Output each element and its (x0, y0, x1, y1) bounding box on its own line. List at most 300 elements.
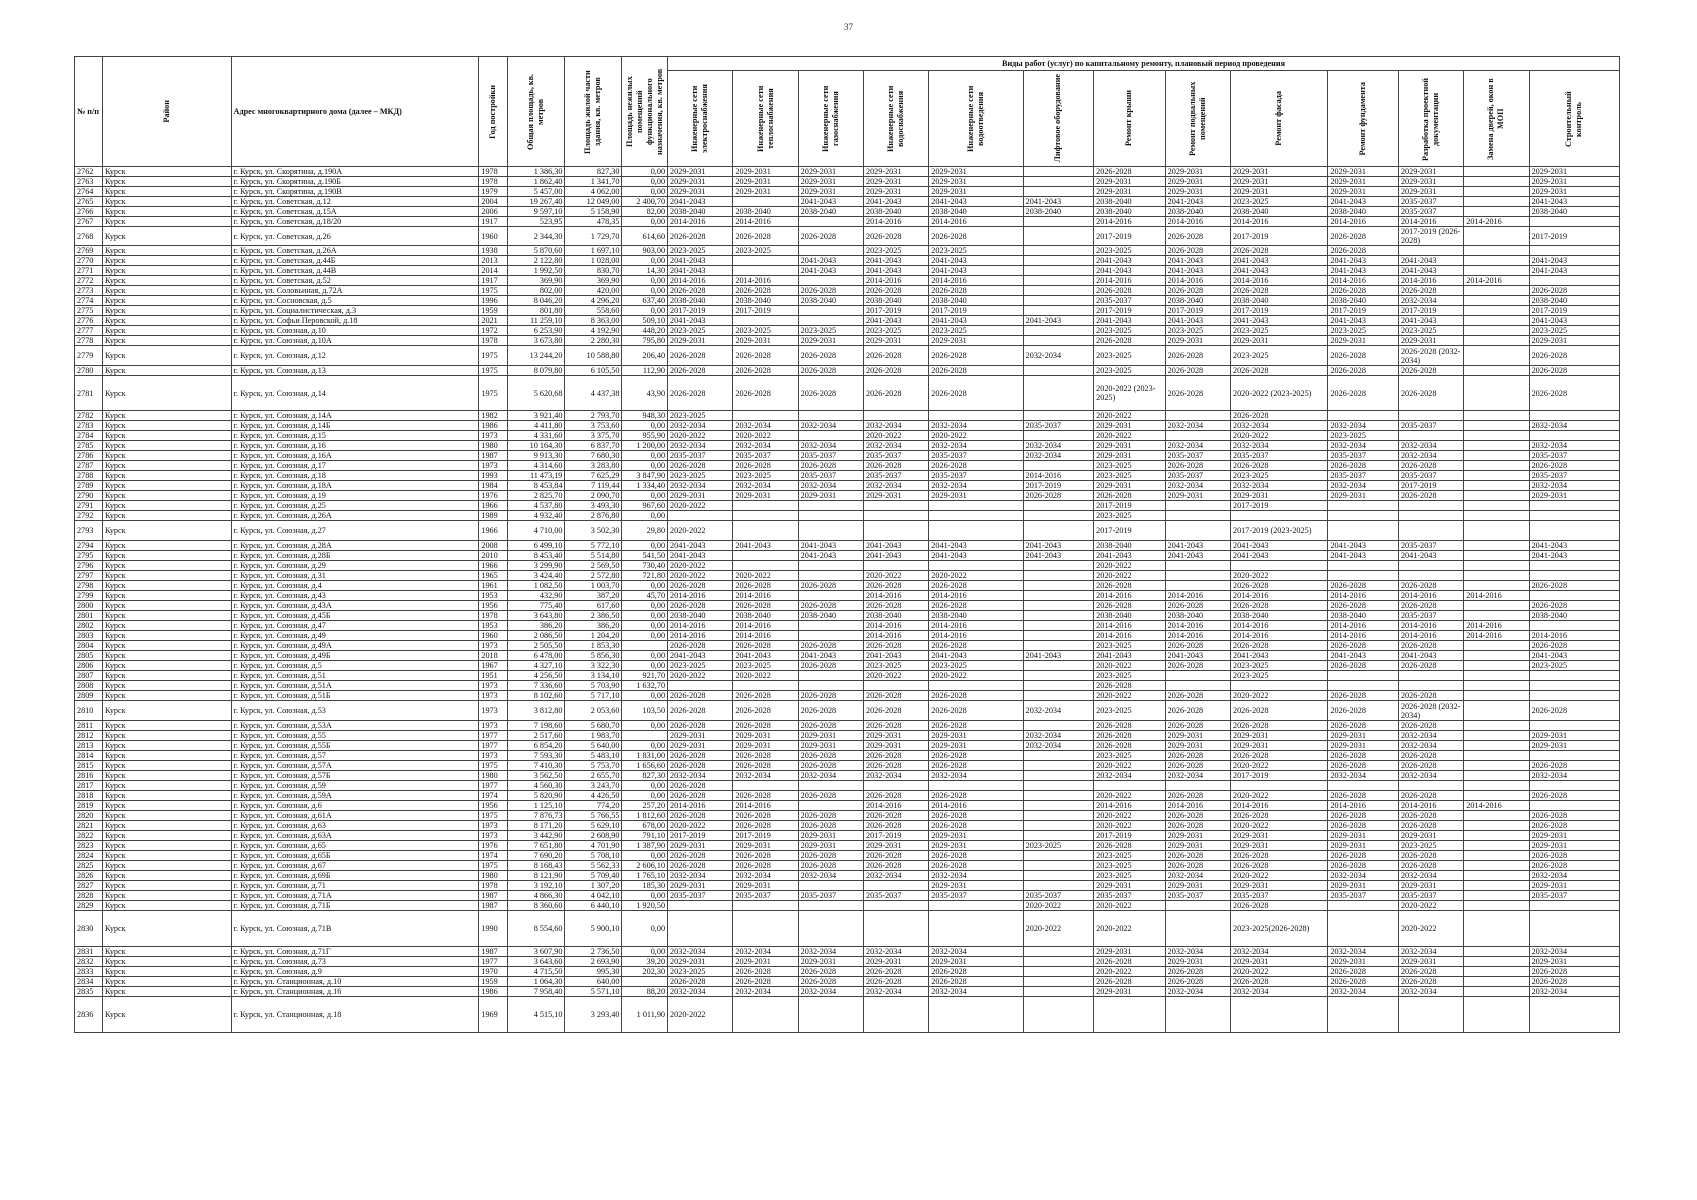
table-cell: Курск (102, 601, 231, 611)
table-cell: 6 499,10 (508, 541, 565, 551)
table-cell (1165, 571, 1230, 581)
table-cell: 2026-2028 (733, 376, 798, 411)
table-cell: 2029-2031 (1529, 841, 1619, 851)
table-cell: 2029-2031 (863, 731, 928, 741)
table-cell: 2017-2019 (863, 306, 928, 316)
table-cell: 7 593,30 (508, 751, 565, 761)
table-row (75, 167, 1620, 177)
table-cell: 2029-2031 (1529, 177, 1619, 187)
table-cell: 2029-2031 (929, 831, 1023, 841)
table-cell: Курск (102, 977, 231, 987)
table-cell (1398, 681, 1463, 691)
table-cell: 2035-2037 (1328, 891, 1399, 901)
table-cell: 2017-2019 (1230, 501, 1327, 511)
table-cell: 2017-2019 (1230, 771, 1327, 781)
table-cell: 2041-2043 (929, 551, 1023, 561)
table-cell: 2038-2040 (1529, 207, 1619, 217)
table-cell: Курск (102, 997, 231, 1033)
table-cell: 4 256,50 (508, 671, 565, 681)
table-cell (1529, 751, 1619, 761)
table-cell: г. Курск, ул. Союзная, д.10 (231, 326, 479, 336)
table-row (75, 641, 1620, 651)
table-cell: 1980 (479, 871, 508, 881)
table-cell: 202,30 (622, 967, 668, 977)
table-cell: 2 572,80 (565, 571, 622, 581)
table-cell: 2026-2028 (1529, 461, 1619, 471)
table-cell: Курск (102, 471, 231, 481)
table-cell: 2023-2025 (1398, 326, 1463, 336)
table-cell: 2032-2034 (1529, 481, 1619, 491)
table-cell: 2014-2016 (733, 217, 798, 227)
table-cell: Курск (102, 421, 231, 431)
table-cell: 2041-2043 (929, 316, 1023, 326)
table-cell: 2041-2043 (1023, 541, 1094, 551)
table-cell: г. Курск, ул. Союзная, д.49Б (231, 651, 479, 661)
table-cell: 2020-2022 (668, 821, 733, 831)
header-nonres-area: Площадь нежилых помещений функционального назначения, кв. метров (622, 57, 668, 167)
table-cell (1529, 561, 1619, 571)
table-cell: 2026-2028 (733, 791, 798, 801)
table-cell: 2026-2028 (1328, 977, 1399, 987)
table-cell: г. Курск, ул. Советская, д.12 (231, 197, 479, 207)
table-cell: 7 625,29 (565, 471, 622, 481)
table-cell: 2014-2016 (733, 621, 798, 631)
table-cell: 2006 (479, 207, 508, 217)
table-cell (1165, 521, 1230, 541)
table-cell: 2029-2031 (1529, 167, 1619, 177)
table-cell: 2023-2025 (733, 326, 798, 336)
table-cell: 2784 (75, 431, 103, 441)
table-cell: 2023-2025 (798, 326, 863, 336)
table-cell: 5 680,70 (565, 721, 622, 731)
table-cell: 2026-2028 (798, 661, 863, 671)
table-cell: 2029-2031 (929, 881, 1023, 891)
table-cell: 4 411,80 (508, 421, 565, 431)
table-cell: 1976 (479, 491, 508, 501)
header-work: Инженерные сети электроснабжения (668, 71, 733, 167)
table-cell: 2041-2043 (1398, 551, 1463, 561)
table-cell: г. Курск, ул. Союзная, д.49 (231, 631, 479, 641)
table-cell (929, 781, 1023, 791)
table-cell (1328, 411, 1399, 421)
table-cell: 185,30 (622, 881, 668, 891)
table-cell: 2026-2028 (1328, 791, 1399, 801)
header-work: Ремонт подвальных помещений (1165, 71, 1230, 167)
table-cell: 5 640,00 (565, 741, 622, 751)
table-cell: 2032-2034 (733, 987, 798, 997)
table-cell (1529, 911, 1619, 947)
table-cell: г. Курск, ул. Союзная, д.71А (231, 891, 479, 901)
table-cell: 2026-2028 (1230, 461, 1327, 471)
table-cell: 1973 (479, 751, 508, 761)
table-cell: Курск (102, 411, 231, 421)
table-cell: 7 958,40 (508, 987, 565, 997)
table-cell: 2032-2034 (1023, 441, 1094, 451)
table-cell: 2026-2028 (863, 581, 928, 591)
table-row (75, 831, 1620, 841)
table-cell: 0,00 (622, 611, 668, 621)
table-row (75, 611, 1620, 621)
table-cell: 2038-2040 (1230, 296, 1327, 306)
table-cell: 2029-2031 (1328, 177, 1399, 187)
table-cell: 827,30 (565, 167, 622, 177)
table-cell: 2026-2028 (668, 641, 733, 651)
table-cell (1230, 997, 1327, 1033)
table-cell: 1978 (479, 177, 508, 187)
table-cell: 2029-2031 (929, 841, 1023, 851)
table-cell: 509,10 (622, 316, 668, 326)
table-cell: 2032-2034 (1398, 441, 1463, 451)
table-cell (1464, 781, 1529, 791)
table-row (75, 791, 1620, 801)
table-cell: 2026-2028 (1094, 601, 1166, 611)
table-cell: Курск (102, 947, 231, 957)
table-cell: 967,60 (622, 501, 668, 511)
table-cell: 2035-2037 (798, 471, 863, 481)
table-cell: 0,00 (622, 621, 668, 631)
table-cell: г. Курск, ул. Союзная, д.27 (231, 521, 479, 541)
table-cell: 2026-2028 (1230, 851, 1327, 861)
table-cell: г. Курск, ул. Союзная, д.63 (231, 821, 479, 831)
table-cell: 2029-2031 (1230, 881, 1327, 891)
table-cell: 2014-2016 (1464, 621, 1529, 631)
table-cell: 2038-2040 (1094, 207, 1166, 217)
table-cell: 3 442,90 (508, 831, 565, 841)
table-cell: 2029-2031 (1398, 881, 1463, 891)
table-cell: 2767 (75, 217, 103, 227)
table-cell (1398, 561, 1463, 571)
table-cell: 6 105,50 (565, 366, 622, 376)
table-cell: 2035-2037 (1529, 451, 1619, 461)
table-cell: 5 629,10 (565, 821, 622, 831)
table-cell: 2032-2034 (668, 481, 733, 491)
table-row (75, 481, 1620, 491)
table-cell: 2014-2016 (863, 801, 928, 811)
table-cell (1464, 326, 1529, 336)
table-cell: 7 680,30 (565, 451, 622, 461)
table-cell: 2026-2028 (1230, 751, 1327, 761)
table-cell (798, 246, 863, 256)
table-row (75, 977, 1620, 987)
table-cell (1165, 681, 1230, 691)
header-work: Инженерные сети водоотведения (929, 71, 1023, 167)
table-cell: 1987 (479, 451, 508, 461)
table-cell (1464, 761, 1529, 771)
table-cell: 2035-2037 (1398, 541, 1463, 551)
table-cell: 2029-2031 (929, 741, 1023, 751)
table-cell: 2026-2028 (798, 811, 863, 821)
table-row (75, 721, 1620, 731)
table-cell: Курск (102, 266, 231, 276)
table-cell (1464, 316, 1529, 326)
table-cell: 2014-2016 (1529, 631, 1619, 641)
table-cell: 2026-2028 (1328, 246, 1399, 256)
table-cell: 2020-2022 (1230, 967, 1327, 977)
table-cell: 2793 (75, 521, 103, 541)
table-cell: 2023-2025 (1094, 346, 1166, 366)
table-cell: 2035-2037 (1328, 451, 1399, 461)
header-work: Ремонт крыши (1094, 71, 1166, 167)
table-cell: 2026-2028 (863, 861, 928, 871)
table-cell: Курск (102, 851, 231, 861)
table-cell: 2035-2037 (1398, 421, 1463, 431)
table-cell: 2038-2040 (733, 207, 798, 217)
table-cell: 1977 (479, 731, 508, 741)
table-cell (1230, 681, 1327, 691)
table-cell: 2026-2028 (1529, 346, 1619, 366)
table-cell (622, 977, 668, 987)
table-row (75, 761, 1620, 771)
table-cell: 2026-2028 (798, 761, 863, 771)
table-cell: 11 259,10 (508, 316, 565, 326)
table-cell: 2029-2031 (1529, 336, 1619, 346)
table-cell (1230, 511, 1327, 521)
table-cell: 2032-2034 (1165, 771, 1230, 781)
table-cell: 2041-2043 (1230, 256, 1327, 266)
table-cell (863, 521, 928, 541)
table-cell: 2772 (75, 276, 103, 286)
table-cell: 2825 (75, 861, 103, 871)
table-cell: 1 003,70 (565, 581, 622, 591)
table-cell: 2032-2034 (798, 441, 863, 451)
table-cell: 2029-2031 (1398, 957, 1463, 967)
table-cell (1023, 967, 1094, 977)
table-cell: 2026-2028 (1328, 376, 1399, 411)
table-cell: Курск (102, 831, 231, 841)
header-num: № п/п (75, 57, 103, 167)
table-cell: 3 243,70 (565, 781, 622, 791)
table-cell: 2026-2028 (733, 721, 798, 731)
table-cell: 2014-2016 (1230, 621, 1327, 631)
table-cell: 2026-2028 (733, 227, 798, 246)
table-cell: 2829 (75, 901, 103, 911)
table-cell: г. Курск, ул. Союзная, д.71 (231, 881, 479, 891)
table-cell: 3 812,80 (508, 701, 565, 721)
table-cell: г. Курск, ул. Советская, д.52 (231, 276, 479, 286)
table-cell: 2014-2016 (1464, 631, 1529, 641)
table-cell: 2017-2019 (1398, 306, 1463, 316)
table-cell: 2041-2043 (668, 316, 733, 326)
table-row (75, 601, 1620, 611)
table-cell: 478,35 (565, 217, 622, 227)
table-cell (1464, 651, 1529, 661)
table-cell: 2032-2034 (929, 771, 1023, 781)
table-cell: 2032-2034 (929, 871, 1023, 881)
table-cell: г. Курск, ул. Союзная, д.73 (231, 957, 479, 967)
table-cell: 2026-2028 (1529, 851, 1619, 861)
table-cell: 2020-2022 (1230, 571, 1327, 581)
table-cell: 2032-2034 (929, 947, 1023, 957)
table-cell: 1978 (479, 336, 508, 346)
table-cell: 448,20 (622, 326, 668, 336)
table-cell: 2026-2028 (668, 761, 733, 771)
table-cell: 2026-2028 (1328, 967, 1399, 977)
table-cell (1023, 561, 1094, 571)
table-cell: 921,70 (622, 671, 668, 681)
table-cell: 2035-2037 (1230, 451, 1327, 461)
table-cell: 2026-2028 (1328, 641, 1399, 651)
table-cell: Курск (102, 641, 231, 651)
table-cell: 2035-2037 (1230, 891, 1327, 901)
table-cell: 8 453,84 (508, 481, 565, 491)
table-cell: 2023-2025 (929, 326, 1023, 336)
table-cell: 2026-2028 (1094, 731, 1166, 741)
table-cell: 2023-2025 (1230, 326, 1327, 336)
table-cell: 2813 (75, 741, 103, 751)
table-cell (1023, 751, 1094, 761)
header-work: Строительный контроль (1529, 71, 1619, 167)
table-cell: 206,40 (622, 346, 668, 366)
table-cell: г. Курск, ул. Союзная, д.61А (231, 811, 479, 821)
table-cell: 2814 (75, 751, 103, 761)
table-cell: 2020-2022 (1230, 761, 1327, 771)
table-cell: 0,00 (622, 911, 668, 947)
table-cell: 2014-2016 (1398, 801, 1463, 811)
table-cell: 2032-2034 (798, 871, 863, 881)
table-row (75, 511, 1620, 521)
table-cell: 2029-2031 (1398, 336, 1463, 346)
table-cell: 2026-2028 (668, 346, 733, 366)
table-cell: 617,60 (565, 601, 622, 611)
table-cell: 2783 (75, 421, 103, 431)
table-cell: 4 327,10 (508, 661, 565, 671)
table-cell (1023, 411, 1094, 421)
table-cell (1023, 661, 1094, 671)
table-cell: 5 870,60 (508, 246, 565, 256)
table-cell: 2029-2031 (798, 741, 863, 751)
table-row (75, 336, 1620, 346)
table-cell: 2029-2031 (668, 167, 733, 177)
table-cell: 1959 (479, 306, 508, 316)
table-row (75, 821, 1620, 831)
table-cell: 8 168,43 (508, 861, 565, 871)
table-cell: 3 643,80 (508, 611, 565, 621)
table-cell: 2029-2031 (1165, 841, 1230, 851)
table-cell: г. Курск, ул. Союзная, д.45Б (231, 611, 479, 621)
table-cell: 2026-2028 (1328, 811, 1399, 821)
table-cell: 1 200,00 (622, 441, 668, 451)
table-cell: 2017-2019 (733, 831, 798, 841)
table-cell: 420,00 (565, 286, 622, 296)
table-cell: 0,00 (622, 781, 668, 791)
table-cell: 2020-2022 (1094, 411, 1166, 421)
table-cell: 2792 (75, 511, 103, 521)
table-cell: 2800 (75, 601, 103, 611)
table-cell (1464, 296, 1529, 306)
table-cell (1464, 177, 1529, 187)
table-cell: 2014-2016 (1165, 276, 1230, 286)
table-cell (798, 997, 863, 1033)
table-cell: 2026-2028 (1398, 691, 1463, 701)
table-cell: 5 483,10 (565, 751, 622, 761)
table-cell: 2023-2025 (1094, 871, 1166, 881)
table-cell: 2026-2028 (929, 286, 1023, 296)
table-cell: 2004 (479, 197, 508, 207)
table-cell: 1938 (479, 246, 508, 256)
table-cell: 2032-2034 (863, 421, 928, 431)
table-cell (1529, 431, 1619, 441)
table-cell: 2026-2028 (2032-2034) (1398, 701, 1463, 721)
table-cell (1023, 326, 1094, 336)
table-cell: 2771 (75, 266, 103, 276)
table-cell: 2801 (75, 611, 103, 621)
table-row (75, 801, 1620, 811)
table-cell: 2816 (75, 771, 103, 781)
table-cell: 2038-2040 (1230, 611, 1327, 621)
table-cell: 2026-2028 (1165, 601, 1230, 611)
table-cell (1464, 741, 1529, 751)
table-cell: 2029-2031 (1529, 831, 1619, 841)
table-cell: 2035-2037 (1398, 891, 1463, 901)
table-cell: 1 028,00 (565, 256, 622, 266)
table-cell: 2041-2043 (1023, 197, 1094, 207)
table-cell: 1 729,70 (565, 227, 622, 246)
table-cell: 9 913,30 (508, 451, 565, 461)
table-cell: 2026-2028 (1398, 366, 1463, 376)
table-cell: 2032-2034 (733, 441, 798, 451)
table-cell: 1 011,90 (622, 997, 668, 1033)
table-cell: 7 690,20 (508, 851, 565, 861)
table-cell: 2029-2031 (798, 336, 863, 346)
table-cell: 2026-2028 (1165, 366, 1230, 376)
table-cell: г. Курск, ул. Союзная, д.51А (231, 681, 479, 691)
table-cell (798, 631, 863, 641)
table-cell: 2026-2028 (1165, 227, 1230, 246)
table-cell: 2 655,70 (565, 771, 622, 781)
table-cell (1464, 207, 1529, 217)
table-cell: 1 697,10 (565, 246, 622, 256)
table-cell: г. Курск, ул. Союзная, д.55 (231, 731, 479, 741)
table-cell: г. Курск, ул. Союзная, д.26А (231, 511, 479, 521)
table-cell: г. Курск, ул. Союзная, д.18А (231, 481, 479, 491)
table-row (75, 207, 1620, 217)
table-cell (1464, 731, 1529, 741)
table-cell: 1973 (479, 461, 508, 471)
table-cell (1165, 581, 1230, 591)
table-cell: 2026-2028 (1094, 286, 1166, 296)
table-cell (798, 801, 863, 811)
table-cell: 2014-2016 (1230, 631, 1327, 641)
table-cell: 2026-2028 (668, 781, 733, 791)
table-cell: 2017-2019 (1094, 521, 1166, 541)
table-cell: 1 204,20 (565, 631, 622, 641)
table-cell: 7 876,73 (508, 811, 565, 821)
table-cell: 2026-2028 (668, 366, 733, 376)
table-row (75, 227, 1620, 246)
table-cell (1464, 841, 1529, 851)
table-cell: Курск (102, 801, 231, 811)
table-cell: 4 314,60 (508, 461, 565, 471)
table-cell: 2029-2031 (863, 187, 928, 197)
table-cell: 2014-2016 (863, 276, 928, 286)
table-cell: 2038-2040 (863, 296, 928, 306)
table-cell (798, 411, 863, 421)
header-work: Инженерные сети водоснабжения (863, 71, 928, 167)
table-cell: г. Курск, ул. Станционная, д.18 (231, 997, 479, 1033)
table-cell: 2026-2028 (668, 851, 733, 861)
table-cell: 1977 (479, 957, 508, 967)
table-cell (1328, 671, 1399, 681)
table-cell: 2029-2031 (1328, 957, 1399, 967)
table-cell: 2026-2028 (1328, 346, 1399, 366)
table-cell: 2032-2034 (863, 771, 928, 781)
table-cell: 2041-2043 (929, 256, 1023, 266)
table-cell: 2023-2025 (733, 661, 798, 671)
table-cell: 2026-2028 (863, 821, 928, 831)
table-cell: 2 053,60 (565, 701, 622, 721)
table-cell: 2026-2028 (1328, 601, 1399, 611)
header-work: Замена дверей, окон в МОП (1464, 71, 1529, 167)
